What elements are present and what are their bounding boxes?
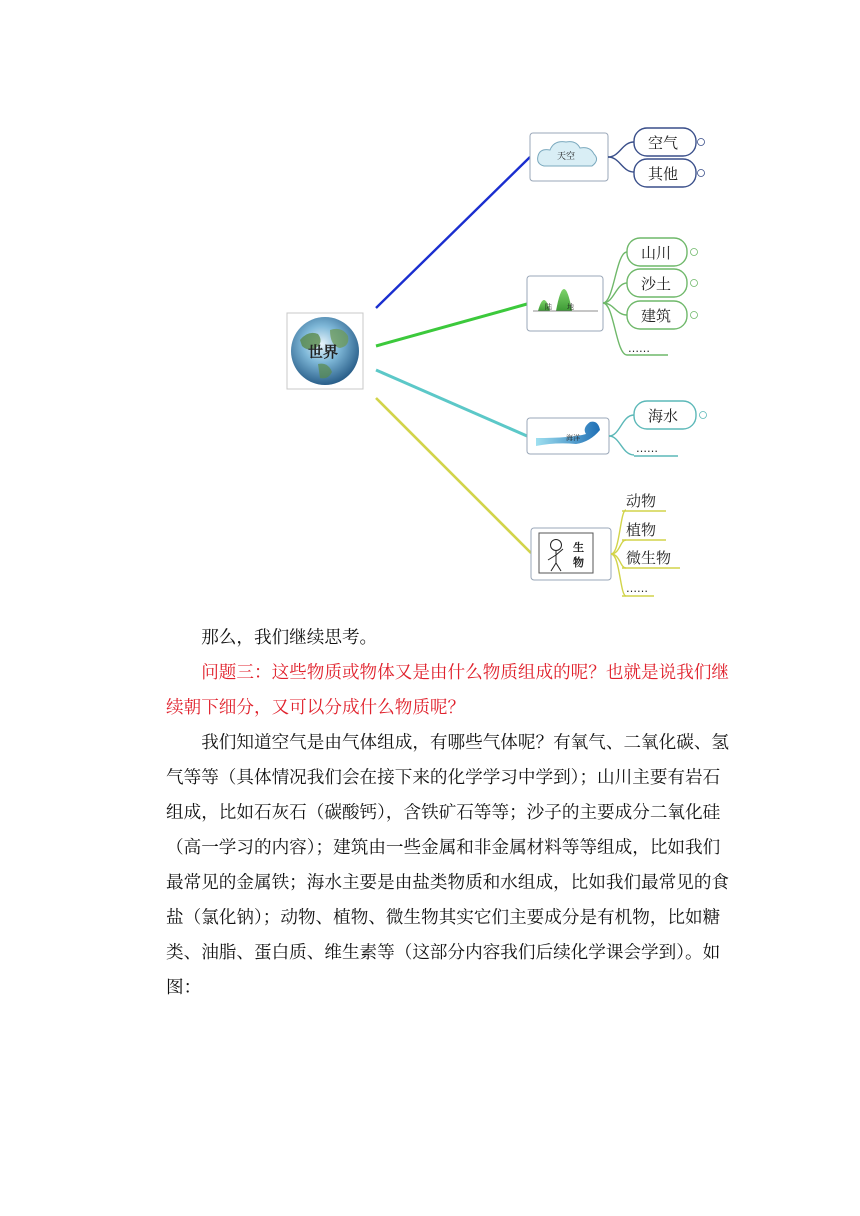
branch-node-sea	[527, 418, 609, 454]
child-node-buildings	[627, 301, 698, 329]
child-label: 山川	[641, 244, 672, 262]
child-label: 其他	[648, 165, 679, 183]
child-node-seawater	[634, 401, 707, 429]
child-node-sea-more	[634, 442, 678, 456]
land-icon-label-left: 陆	[545, 303, 552, 311]
expand-icon[interactable]	[700, 412, 707, 419]
expand-icon[interactable]	[691, 249, 698, 256]
child-label: 建筑	[641, 307, 672, 325]
child-node-land-more	[627, 342, 668, 355]
land-icon-label-right: 地	[567, 303, 574, 311]
body-text-block	[166, 621, 736, 1006]
life-icon-label-bottom: 物	[573, 556, 584, 569]
sky-icon-label: 天空	[557, 152, 576, 162]
branch-node-life	[531, 528, 611, 580]
child-node-other	[634, 159, 705, 187]
expand-icon[interactable]	[698, 170, 705, 177]
expand-icon[interactable]	[691, 280, 698, 287]
child-label: 植物	[626, 521, 657, 539]
child-node-air	[634, 128, 705, 156]
expand-icon[interactable]	[691, 312, 698, 319]
person-icon	[551, 540, 562, 551]
child-node-plants	[622, 521, 666, 540]
root-node-world	[287, 313, 363, 389]
root-label: 世界	[308, 343, 339, 361]
branch-node-land	[527, 276, 603, 331]
child-node-sand	[627, 269, 698, 297]
life-icon-label-top: 生	[573, 541, 584, 554]
child-label: ……	[628, 342, 650, 355]
child-label: ……	[636, 442, 658, 455]
branch-line-life	[376, 398, 531, 553]
branch-node-sky	[530, 133, 608, 181]
paragraph-explanation: 我们知道空气是由气体组成，有哪些气体呢？有氧气、二氧化碳、氢气等等（具体情况我们会在接下来的化学学习中学到）；山川主要有岩石组成，比如石灰石（碳酸钙），含铁矿石等等；沙子的主要成分二氧化硅（高一学习的内容）；建筑由一些金属和非金属材料等等组成，比如我们最常见的金属铁；海水主要是由盐类物质和水组成，比如我们最常见的食盐（氯化钠）；动物、植物、微生物其实它们主要成分是有机物，比如糖类、油脂、蛋白质、维生素等（这部分内容我们后续化学课会学到）。如图：	[166, 733, 730, 998]
paragraph-question-three: 问题三：这些物质或物体又是由什么物质组成的呢？也就是说我们继续朝下细分，又可以分成什么物质呢？	[166, 663, 730, 718]
child-label: 沙土	[641, 275, 672, 293]
child-node-microbes	[622, 549, 680, 568]
child-node-life-more	[622, 582, 654, 596]
branch-line-sea	[376, 370, 527, 436]
sea-icon-label: 海洋	[566, 434, 580, 442]
child-node-animals	[622, 492, 666, 511]
branch-line-sky	[376, 157, 530, 308]
child-label: ……	[626, 582, 648, 595]
paragraph-intro: 那么，我们继续思考。	[201, 628, 378, 648]
child-label: 空气	[648, 134, 679, 152]
child-label: 微生物	[626, 549, 672, 567]
expand-icon[interactable]	[698, 139, 705, 146]
branch-line-land	[376, 304, 527, 346]
child-label: 海水	[648, 407, 679, 425]
child-node-mountains	[627, 238, 698, 266]
child-label: 动物	[626, 492, 657, 510]
